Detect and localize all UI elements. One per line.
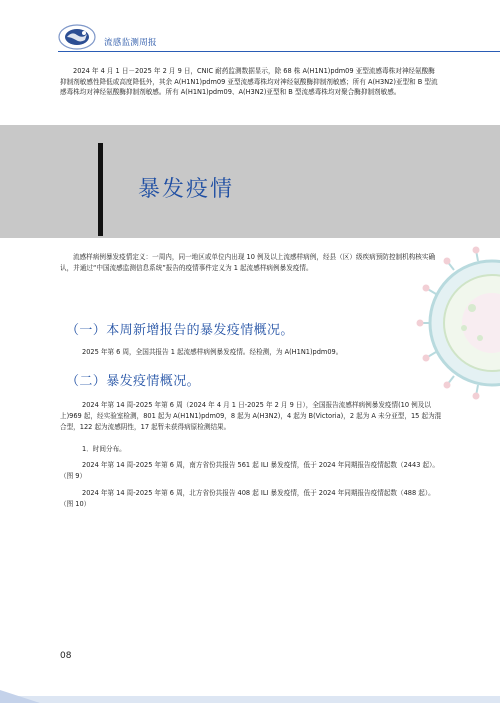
north-outbreaks-paragraph: 2024 年第 14 周-2025 年第 6 周，北方省份共报告 408 起 ILI 暴发疫情，低于 2024 年同期报告疫情起数（488 起）。（图 10） — [60, 489, 435, 508]
institute-logo-icon — [58, 24, 96, 50]
banner-accent-bar — [98, 143, 103, 236]
section-heading-outbreak-overview: （二）暴发疫情概况。 — [66, 374, 201, 389]
footer-decoration — [0, 690, 500, 703]
section-banner — [0, 125, 500, 238]
page-header — [0, 0, 500, 56]
new-outbreaks-paragraph: 2025 年第 6 周，全国共报告 1 起流感样病例暴发疫情。经检测，为 A(H1N1)pdm09。 — [82, 348, 343, 356]
intro-paragraph: 2024 年 4 月 1 日－2025 年 2 月 9 日，CNIC 耐药监测数据显示，除 68 株 A(H1N1)pdm09 亚型流感毒株对神经氨酸酶抑制剂敏感性降低或高度降低外，其余 A(H1N1)pdm09 亚型流感毒株均对神经氨酸酶抑制剂敏感；所有 A(H3N2)亚型和 B 型流感毒株均对神经氨酸酶抑制剂敏感。所有 A(H1N1)pdm09、A(H3N2)亚型和 B 型流感毒株均对聚合酶抑制剂敏感。 — [60, 67, 438, 97]
outbreak-definition: 流感样病例暴发疫情定义：一周内，同一地区或单位内出现 10 例及以上流感样病例，经县（区）级疾病预防控制机构核实确认，并通过“中国流感监测信息系统”报告的疫情事件定义为 1 起流感样病例暴发疫情。 — [60, 253, 436, 273]
outbreak-summary-paragraph: 2024 年第 14 周-2025 年第 6 周（2024 年 4 月 1 日-2025 年 2 月 9 日），全国报告流感样病例暴发疫情(10 例及以上)969 起，经实验室检测，801 起为 A(H1N1)pdm09，8 起为 A(H3N2)，4 起为 B(Victoria)，2 起为 A 未分亚型，15 起为混合型，122 起为流感阴性，17 起暂未获得病原检测结果。 — [60, 401, 442, 431]
section-heading-new-outbreaks: （一）本周新增报告的暴发疫情概况。 — [66, 323, 294, 338]
page-number: 08 — [60, 651, 72, 661]
header-title: 流感监测周报 — [104, 38, 157, 48]
south-outbreaks-paragraph: 2024 年第 14 周-2025 年第 6 周，南方省份共报告 561 起 ILI 暴发疫情，低于 2024 年同期报告疫情起数（2443 起）。（图 9） — [60, 461, 439, 480]
header-rule — [58, 51, 500, 52]
banner-title: 暴发疫情 — [138, 177, 235, 202]
time-distribution-label: 1．时间分布。 — [82, 445, 126, 453]
